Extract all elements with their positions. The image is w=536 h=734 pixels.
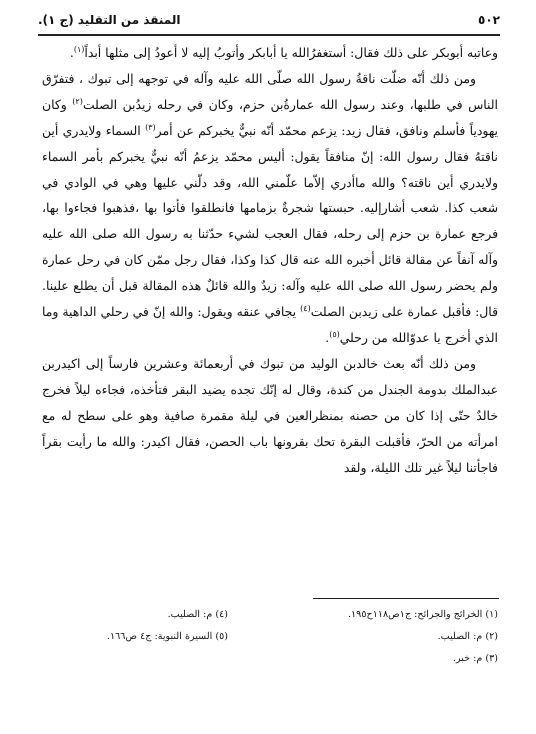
text-line: ولم يحضر رسول الله صلى الله عليه وآله: زيدٌ والله قائلٌ هذه المقالة قبل أن يطلع <box>73 278 498 294</box>
footnote-ref: (٣) <box>145 122 156 132</box>
text-line: مقالة قائل أخبره الله عنه قال كذا وكذا، فقال رجل ممّن كان في رحل عمارة <box>42 252 433 268</box>
footnote-ref: (١) <box>73 44 85 54</box>
footnote-row <box>42 648 498 670</box>
text-line: ومن ذلك أنّه ضلّت ناقةُ رسول الله صلّى الله عليه وآله في توجهه إلى تبوك ، <box>79 70 476 86</box>
header-rule <box>38 34 500 36</box>
text-line: وكان يهودياً فأسلم ونافق، فقال زيد: يزعم محمّد أنّه نبيٌّ يخبركم <box>42 96 498 138</box>
text-line: ومن ذلك أنّه بعث خالدبن الوليد من تبوك في أربعمائة وعشرين فارساً <box>108 355 476 371</box>
text-line: فتفرّق الناس في طلبها، وعند رسول الله عمارةُبن حزم، وكان في رحله زيدُبن <box>42 70 498 112</box>
running-header <box>38 12 500 30</box>
text-line: مقمرة صافية وهو على سطح له مع امرأته من الحرّ، فأقبلت البقرة تحك بقرونها <box>42 407 498 449</box>
footnote-ref: (٥) <box>329 329 340 339</box>
text-line: علينا. قال: فأقبل عمارة على زيدبن الصلت <box>42 278 498 320</box>
text-line: محمّد يزعمُ أنّه نبيٌّ يخبركم بأمر السماء ولايدري أين ناقته؟ والله ماأدري إلاّما <box>42 148 498 190</box>
footnotes <box>42 604 498 670</box>
footnote-3: (٣) م: خبر. <box>452 653 498 664</box>
text-line: وعاتبه أبوبكر على ذلك فقال: أستغفرُالله يا أبابكر وأتوبُ إليه لا أعودُ إلى <box>133 45 498 60</box>
text-line: مثلها أبداً <box>84 45 130 60</box>
footnote-4: (٤) م: الصليب. <box>167 609 228 620</box>
text-line: الصلت <box>82 96 118 112</box>
punctuation: . <box>69 45 74 60</box>
page-number: ٥٠٢ <box>478 13 500 27</box>
book-title: المنقذ من التقليد (ج ١). <box>38 13 181 27</box>
paragraph-3 <box>42 351 498 481</box>
text-line: رحلي الداهية وما الذي أخرج يا عدوّالله من رحلي <box>42 304 498 345</box>
footnote-5: (٥) السيرة النبوية: ج٤ ص١٦٦. <box>106 631 228 642</box>
footnote-ref: (٢) <box>72 96 83 106</box>
text-line: السماء ولايدري أين ناقتهُ فقال رسول الله: إنّ منافقاً يقول: أليس <box>42 122 499 164</box>
footnote-row <box>42 626 498 648</box>
footnote-ref: (٤) <box>300 303 311 313</box>
main-text <box>42 40 498 480</box>
text-line: إلى رحله، فقال العجب لشيء حدّثنا به رسول الله صلى الله عليه وآله آنفاً عن <box>42 226 498 268</box>
paragraph-2 <box>42 66 498 351</box>
punctuation: . <box>325 329 330 345</box>
text-line: عن أمر <box>155 122 194 138</box>
text-line: إلى اكيدربن عبدالملك بدومة الجندل من كندة، وقال له إنّك تجده يضيد البقر <box>42 355 498 397</box>
footnote-1: (١) الخرائج والجرائح: ج١ص١١٨ح١٩٥. <box>347 609 498 620</box>
footnote-row <box>42 604 498 626</box>
footnote-2: (٢) م: الصليب. <box>437 631 498 642</box>
text-line: باب الحصن، فقال اكيدر: والله ما رأيت بقراً فاجأتنا ليلاً غير تلك الليلة، ولقد <box>42 433 498 475</box>
text-line: علّمني الله، وقد دلّني عليها وهي في الوادي في شعب كذا. شعب أشارإليه. <box>42 174 498 216</box>
text-line: يجافي عنقه ويقول: والله إنّ في <box>132 304 297 320</box>
text-line: حبستها شجرةٌ بزمامها فانطلقوا فأتوا بها ،فذهبوا فجاءوا بها، فرجع عمارة بن حزم <box>42 200 498 242</box>
footnote-rule <box>313 598 499 599</box>
text-line: فتأخذه، فجاءه ليلاً فخرج خالدٌ حتّى إذا كان من حصنه بمنظرالعين في ليلة <box>42 381 498 423</box>
paragraph-1 <box>42 40 498 66</box>
